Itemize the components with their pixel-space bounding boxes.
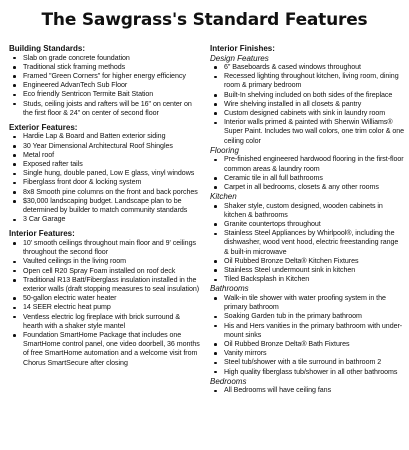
- list-item: 50-gallon electric water heater: [9, 294, 200, 303]
- list-item: Traditional R13 Batt/Fiberglass insulation installed in the exterior walls (draft stopping measures to seal insulation): [9, 276, 200, 294]
- subsection-heading: Bathrooms: [210, 284, 249, 294]
- list-item: Exposed rafter tails: [9, 160, 200, 169]
- list-item: Built-In shelving included on both sides of the fireplace: [210, 91, 404, 100]
- list-item: High quality fiberglass tub/shower in all other bathrooms: [210, 368, 404, 377]
- list-item: Tiled Backsplash in Kitchen: [210, 275, 404, 284]
- list-item: Ceramic tile in all full bathrooms: [210, 174, 404, 183]
- interior-features-section: [9, 229, 200, 367]
- list-item: Traditional stick framing methods: [9, 63, 200, 72]
- list-item: Slab on grade concrete foundation: [9, 54, 200, 63]
- list-item: Granite countertops throughout: [210, 220, 404, 229]
- list-item: Soaking Garden tub in the primary bathroom: [210, 312, 404, 321]
- list-item: Fiberglass front door & locking system: [9, 178, 200, 187]
- list-item: 3 Car Garage: [9, 215, 200, 224]
- left-column: [9, 44, 200, 368]
- feature-list: [210, 202, 404, 285]
- list-item: 6" Baseboards & cased windows throughout: [210, 63, 404, 72]
- list-item: Single hung, double paned, Low E glass, vinyl windows: [9, 169, 200, 178]
- subsection-heading: Design Features: [210, 53, 269, 63]
- list-item: 14 SEER electric heat pump: [9, 303, 200, 312]
- feature-list: [9, 54, 200, 118]
- section-heading: Building Standards:: [9, 44, 85, 53]
- list-item: 8x8 Smooth pine columns on the front and back porches: [9, 188, 200, 197]
- page-title: The Sawgrass's Standard Features: [41, 10, 368, 30]
- list-item: Walk-in tile shower with water proofing system in the primary bathroom: [210, 294, 404, 312]
- section-heading: Interior Finishes:: [210, 44, 275, 53]
- list-item: Pre-finished engineered hardwood flooring in the first-floor common areas & laundry room: [210, 155, 404, 173]
- feature-list: [210, 386, 404, 395]
- list-item: Carpet in all bedrooms, closets & any other rooms: [210, 183, 404, 192]
- list-item: Hardie Lap & Board and Batten exterior siding: [9, 132, 200, 141]
- feature-list: [210, 155, 404, 192]
- list-item: Vaulted ceilings in the living room: [9, 257, 200, 266]
- list-item: Foundation SmartHome Package that includes one SmartHome control panel, one video doorbell, 36 months of free SmartHome automation and a welcome visit from Chorus SmartSecure after closing: [9, 331, 200, 368]
- list-item: Ventless electric log fireplace with brick surround & hearth with a shaker style mantel: [9, 313, 200, 331]
- list-item: All Bedrooms will have ceiling fans: [210, 386, 404, 395]
- list-item: Custom designed cabinets with sink in laundry room: [210, 109, 404, 118]
- list-item: Metal roof: [9, 151, 200, 160]
- list-item: Interior walls primed & painted with Sherwin Williams® Super Paint. Includes two wall colors, one trim color & one ceiling color: [210, 118, 404, 146]
- building-standards-section: [9, 44, 200, 118]
- list-item: Eco friendly Sentricon Termite Bait Station: [9, 90, 200, 99]
- list-item: Open cell R20 Spray Foam installed on roof deck: [9, 267, 200, 276]
- list-item: Engineered AdvanTech Sub Floor: [9, 81, 200, 90]
- right-column: [210, 44, 404, 396]
- feature-list: [9, 239, 200, 368]
- list-item: $30,000 landscaping budget. Landscape plan to be determined by builder to match community standards: [9, 197, 200, 215]
- section-heading: Exterior Features:: [9, 122, 78, 132]
- list-item: Framed "Green Corners" for higher energy efficiency: [9, 72, 200, 81]
- list-item: 10' smooth ceilings throughout main floor and 9' ceilings throughout the second floor: [9, 239, 200, 257]
- list-item: Wire shelving installed in all closets & pantry: [210, 100, 404, 109]
- list-item: Stainless Steel undermount sink in kitchen: [210, 266, 404, 275]
- list-item: Studs, ceiling joists and rafters will be 16" on center on the first floor & 24" on center of second floor: [9, 100, 200, 118]
- list-item: Oil Rubbed Bronze Delta® Bath Fixtures: [210, 340, 404, 349]
- list-item: Stainless Steel Appliances by Whirlpool®, including the dishwasher, wood vent hood, electric freestanding range & built-in microwave: [210, 229, 404, 257]
- feature-list: [9, 132, 200, 224]
- list-item: His and Hers vanities in the primary bathroom with under-mount sinks: [210, 322, 404, 340]
- list-item: Recessed lighting throughout kitchen, living room, dining room & primary bedroom: [210, 72, 404, 90]
- list-item: Steel tub/shower with a tile surround in bathroom 2: [210, 358, 404, 367]
- exterior-features-section: [9, 123, 200, 225]
- section-heading: Interior Features:: [9, 229, 75, 239]
- list-item: Oil Rubbed Bronze Delta® Kitchen Fixtures: [210, 257, 404, 266]
- feature-list: [210, 294, 404, 377]
- subsection-heading: Kitchen: [210, 192, 237, 202]
- list-item: Shaker style, custom designed, wooden cabinets in kitchen & bathrooms: [210, 202, 404, 220]
- list-item: 30 Year Dimensional Architectural Roof Shingles: [9, 142, 200, 151]
- subsection-heading: Flooring: [210, 145, 239, 155]
- list-item: Vanity mirrors: [210, 349, 404, 358]
- subsection-heading: Bedrooms: [210, 376, 247, 386]
- feature-list: [210, 63, 404, 146]
